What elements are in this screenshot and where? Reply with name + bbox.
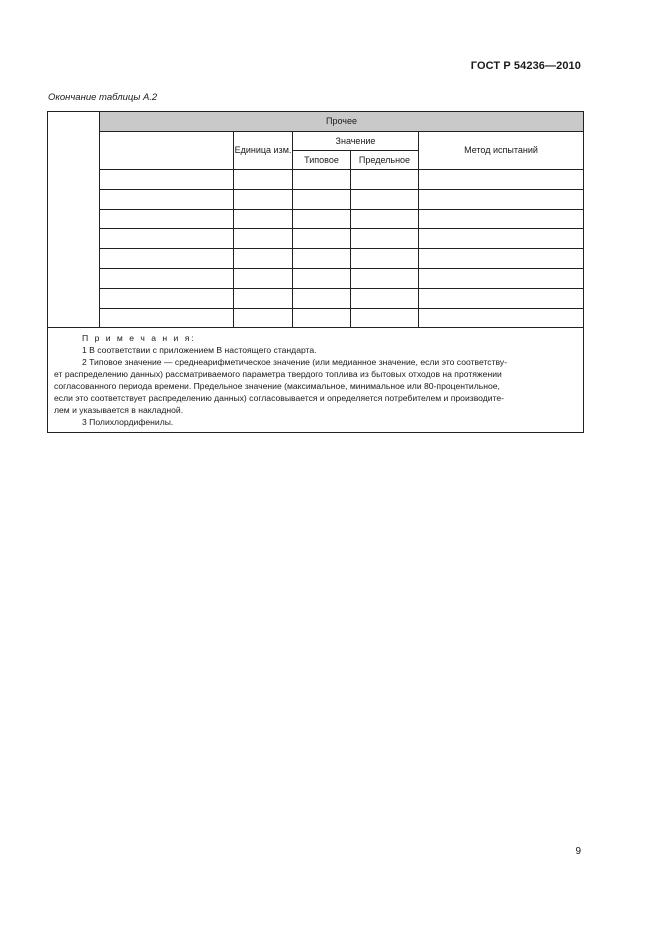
note-2-line-5: лем и указывается в накладной. — [54, 405, 184, 416]
header-parameter — [100, 132, 234, 170]
header-typical: Типовое — [293, 151, 351, 170]
header-limit: Предельное — [351, 151, 419, 170]
notes-heading: П р и м е ч а н и я: — [82, 333, 196, 344]
table-row — [48, 229, 584, 249]
page-number: 9 — [575, 846, 581, 857]
document-code: ГОСТ Р 54236—2010 — [470, 60, 581, 72]
note-2-line-3: согласованного периода времени. Предельное значение (максимальное, минимальное или 80-процентильное, — [54, 381, 500, 392]
note-2-line-2: ет распределению данных) рассматриваемого параметра твердого топлива из бытовых отходов на протяжении — [54, 369, 502, 380]
data-table — [47, 111, 584, 433]
table-row — [48, 268, 584, 288]
note-2-line-4: если это соответствует распределению данных) согласовывается и определяется потребителем и производите- — [54, 393, 505, 404]
table-row — [48, 249, 584, 269]
header-unit: Единица изм. — [234, 132, 293, 170]
header-method: Метод испытаний — [419, 132, 584, 170]
table-row — [48, 189, 584, 209]
note-3: 3 Полихлордифенилы. — [82, 417, 174, 428]
left-spanning-cell — [48, 112, 100, 328]
note-2-line-1: 2 Типовое значение — среднеарифметическое значение (или медианное значение, если это соответству- — [82, 357, 508, 368]
notes-cell — [48, 328, 584, 433]
section-title: Прочее — [100, 112, 584, 132]
header-value: Значение — [293, 132, 419, 151]
table-row — [48, 209, 584, 229]
table-caption: Окончание таблицы А.2 — [48, 92, 158, 103]
table-row — [48, 170, 584, 190]
table-row — [48, 308, 584, 328]
note-1: 1 В соответствии с приложением В настоящего стандарта. — [82, 345, 317, 356]
table-row — [48, 288, 584, 308]
